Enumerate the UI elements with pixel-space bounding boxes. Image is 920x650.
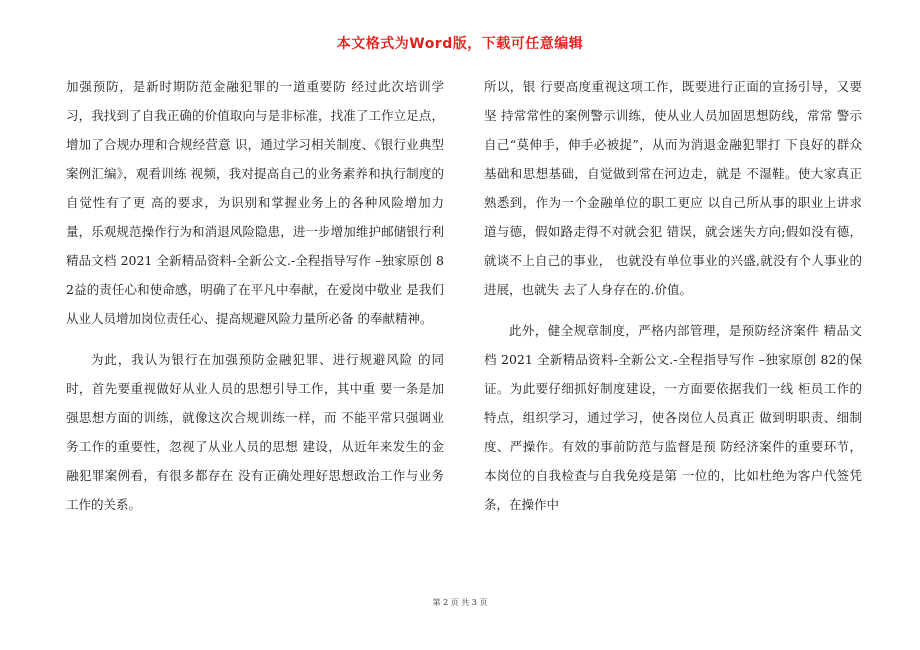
document-banner: 本文格式为Word版，下载可任意编辑: [336, 36, 584, 52]
right-paragraph-1: 所以，银 行要高度重视这项工作，既要进行正面的宣扬引导，又要坚 持常常性的案例警示训练，使从业人员加固思想防线，常常 警示自己“莫伸手，伸手必被捉”，从而为消退金融犯罪打 下良好的群众基础和思想基础，自觉做到常在河边走，就是 不湿鞋。使大家真正熟悉到，作为一个金融单位的职工更应 以自己所从事的职业上讲求道与德，假如路走得不对就会犯 错误，就会迷失方向;假如没有德，就谈不上自己的事业， 也就没有单位事业的兴盛,就没有个人事业的进展，也就失 去了人身存在的.价值。: [484, 79, 862, 297]
left-paragraph-1: 加强预防，是新时期防范金融犯罪的一道重要防 经过此次培训学习，我找到了自我正确的价值取向与是非标准，找准了工作立足点，增加了合规办理和合规经营意 识，通过学习相关制度、《银行业典型案例汇编》，观看训练 视频，我对提高自己的业务素养和执行制度的自觉性有了更 高的要求，为识别和掌握业务上的各种风险增加力量，乐观规范操作行为和消退风险隐患，进一步增加维护邮储银行利 精品文档 2021 全新精品资料-全新公文.-全程指导写作 –独家原创 82益的责任心和使命感，明确了在平凡中奉献，在爱岗中敬业 是我们从业人员增加岗位责任心、提高规避风险力量所必备 的奉献精神。: [66, 79, 444, 326]
right-column: [484, 72, 862, 531]
left-paragraph-2: 为此，我认为银行在加强预防金融犯罪、进行规避风险 的同时，首先要重视做好从业人员的思想引导工作，其中重 要一条是加强思想方面的训练，就像这次合规训练一样，而 不能平常只强调业务工作的重要性，忽视了从业人员的思想 建设，从近年来发生的金融犯罪案例看，有很多都存在 没有正确处理好思想政治工作与业务工作的关系。: [66, 352, 444, 512]
page-number-footer: 第 2 页 共 3 页: [432, 598, 488, 607]
left-column: [66, 72, 444, 531]
right-paragraph-2: 此外，健全规章制度，严格内部管理，是预防经济案件 精品文档 2021 全新精品资料-全新公文.-全程指导写作 –独家原创 82的保证。为此要仔细抓好制度建设，一方面要依据我们一线 柜员工作的特点，组织学习，通过学习，使各岗位人员真正 做到明职责、细制度、严操作。有效的事前防范与监督是预 防经济案件的重要环节，本岗位的自我检查与自我免疫是第 一位的，比如杜绝为客户代签凭条，在操作中: [484, 323, 862, 512]
